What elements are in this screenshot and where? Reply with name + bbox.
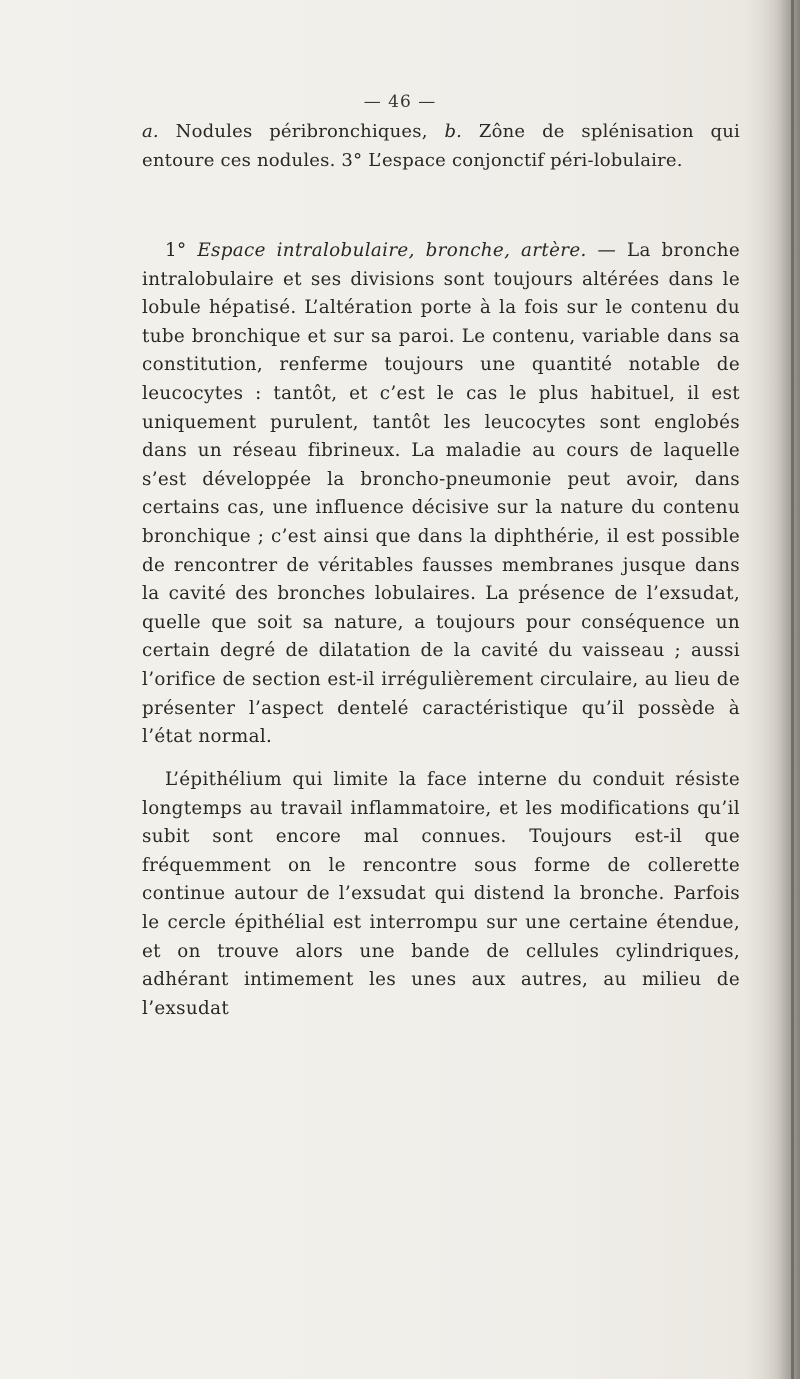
caption-text-b: Zône de splénisation qui entoure ces nodules. 3° L’espace conjonctif péri-lobulaire. xyxy=(142,121,740,171)
caption-label-a: a. xyxy=(142,121,159,142)
caption-text-a: Nodules péribronchiques, xyxy=(158,121,445,142)
body-paragraph-2: L’épithélium qui limite la face interne du conduit résiste longtemps au travail inflammatoire, et les modifications qu’il subit sont encore mal connues. Toujours est-il que fréquemment on le rencontre sous forme de collerette continue autour de l’exsudat qui distend la bronche. Parfois le cercle épithélial est interrompu sur une certaine étendue, et on trouve alors une bande de cellules cylindriques, adhérant intimement les unes aux autres, au milieu de l’exsudat xyxy=(142,769,740,1019)
section-1-text: — La bronche intralobulaire et ses divisions sont toujours altérées dans le lobule hépatisé. L’altération porte à la fois sur le contenu du tube bronchique et sur sa paroi. Le contenu, variable dans sa constitution, renferme toujours une quantité notable de leucocytes : tantôt, et c’est le cas le plus habituel, il est uniquement purulent, tantôt les leucocytes sont englobés dans un réseau fibrineux. La maladie au cours de laquelle s’est développée la broncho-pneumonie peut avoir, dans certains cas, une influence décisive sur la nature du contenu bronchique ; c’est ainsi que dans la diphthérie, il est possible de rencontrer de véritables fausses membranes jusque dans la cavité des bronches lobulaires. La présence de l’exsudat, quelle que soit sa nature, a toujours pour conséquence un certain degré de dilatation de la cavité du vaisseau ; aussi l’orifice de section est-il irrégulièrement circulaire, au lieu de présenter l’aspect dentelé caractéristique qu’il possède à l’état normal. xyxy=(142,240,741,748)
section-1-paragraph xyxy=(142,237,740,752)
page-edge-line xyxy=(791,0,794,1379)
section-number: 1° xyxy=(165,240,187,261)
caption-label-b: b. xyxy=(444,121,463,142)
page-number: — 46 — xyxy=(363,92,437,112)
figure-caption xyxy=(142,118,740,175)
page-edge-shadow xyxy=(762,0,800,1379)
section-heading: Espace intralobulaire, bronche, artère. xyxy=(197,240,587,261)
